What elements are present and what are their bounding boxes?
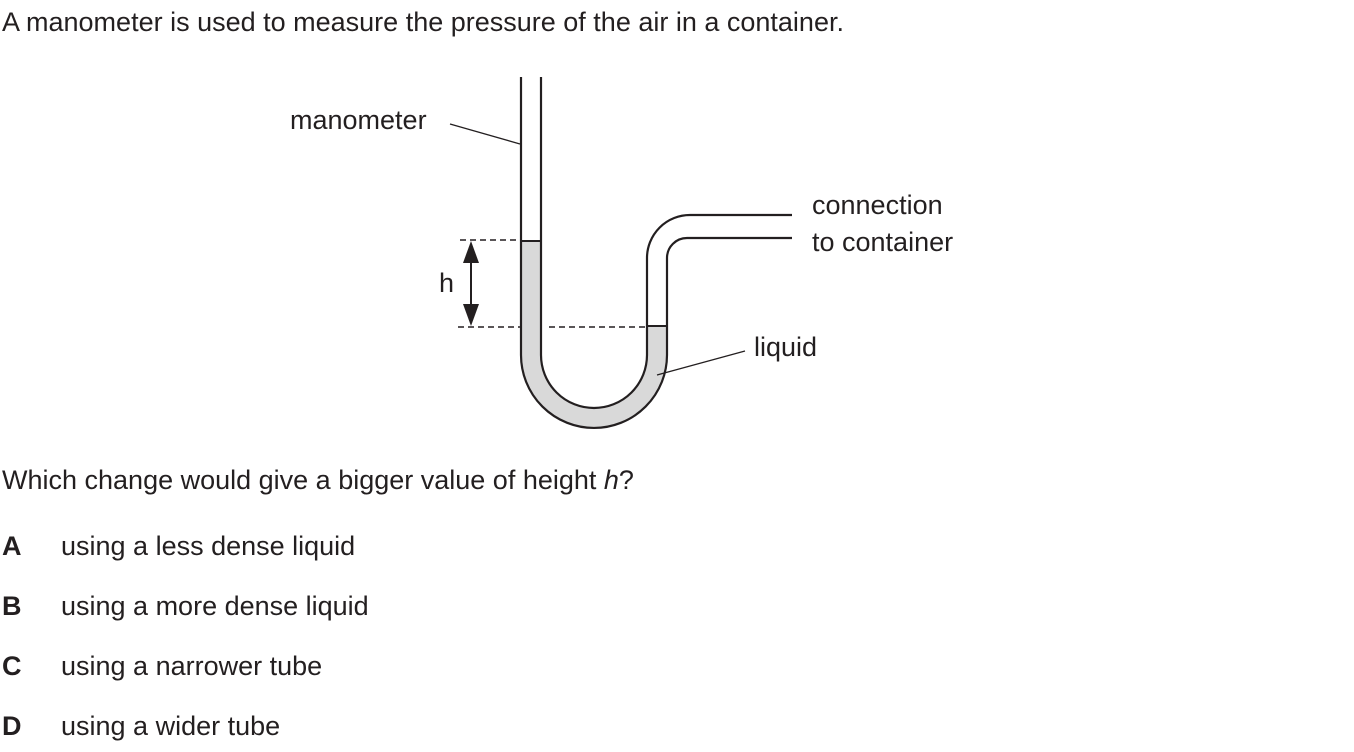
connection-label-line1: connection [812, 190, 943, 220]
option-letter: A [2, 531, 22, 561]
option-letter: B [2, 591, 22, 621]
option-letter: C [2, 651, 22, 681]
option-text: using a less dense liquid [61, 531, 356, 561]
option-text: using a narrower tube [61, 651, 323, 681]
height-label: h [439, 268, 455, 298]
question-before: Which change would give a bigger value of height [2, 465, 604, 495]
question-variable: h [603, 465, 619, 495]
liquid-leader-line [657, 351, 745, 375]
height-arrow-up-head [463, 241, 479, 263]
option-text: using a more dense liquid [61, 591, 369, 621]
option-text: using a wider tube [61, 711, 281, 741]
connection-label-line2: to container [812, 227, 954, 257]
question-text [2, 462, 634, 498]
height-arrow-down-head [463, 304, 479, 326]
liquid-label: liquid [754, 332, 818, 362]
question-after: ? [618, 465, 634, 495]
intro-text: A manometer is used to measure the pressure of the air in a container. [2, 7, 844, 37]
manometer-label: manometer [290, 105, 427, 135]
manometer-leader-line [450, 124, 520, 144]
liquid-fill [521, 241, 667, 428]
option-letter: D [2, 711, 22, 741]
